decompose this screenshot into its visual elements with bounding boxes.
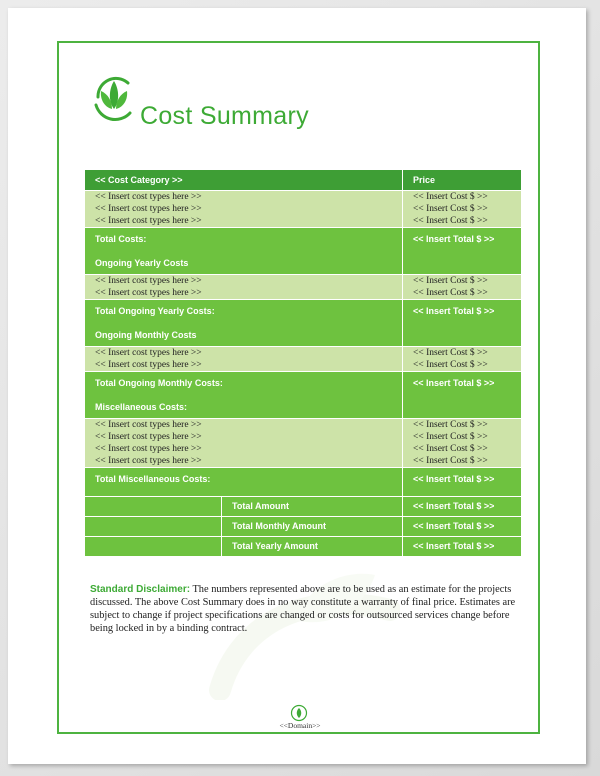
- summary-label: Total Amount: [222, 497, 403, 517]
- item-price: << Insert Cost $ >>: [413, 216, 488, 226]
- item-label: << Insert cost types here >>: [95, 444, 202, 454]
- item-list: [85, 191, 403, 228]
- item-list: [85, 275, 403, 300]
- item-price: << Insert Cost $ >>: [413, 360, 488, 370]
- total-value-cell: [403, 468, 522, 497]
- total-row: [85, 228, 522, 275]
- total-value-cell: [403, 300, 522, 347]
- total-label: Total Ongoing Yearly Costs:: [95, 306, 215, 316]
- total-value-cell: [403, 372, 522, 419]
- summary-row: [85, 497, 522, 517]
- total-label: Total Miscellaneous Costs:: [95, 474, 211, 484]
- items-row: [85, 275, 522, 300]
- summary-label: Total Monthly Amount: [222, 517, 403, 537]
- total-label: Total Ongoing Monthly Costs:: [95, 378, 223, 388]
- total-cell: [85, 372, 403, 419]
- item-label: << Insert cost types here >>: [95, 420, 202, 430]
- disclaimer-lead: Standard Disclaimer:: [90, 584, 191, 595]
- price-list: [403, 419, 522, 468]
- summary-value: << Insert Total $ >>: [403, 517, 522, 537]
- item-price: << Insert Cost $ >>: [413, 420, 488, 430]
- cost-table: [84, 170, 522, 556]
- total-label: Total Costs:: [95, 234, 147, 244]
- items-row: [85, 419, 522, 468]
- col-header-price: Price: [403, 170, 522, 191]
- total-value: << Insert Total $ >>: [413, 474, 495, 484]
- total-value: << Insert Total $ >>: [413, 234, 495, 244]
- summary-row: [85, 537, 522, 557]
- item-price: << Insert Cost $ >>: [413, 288, 488, 298]
- item-list: [85, 347, 403, 372]
- total-cell: [85, 228, 403, 275]
- disclaimer-text: The numbers represented above are to be used as an estimate for the projects discussed. The above Cost Summary does in no way constitute a warranty of final price. Estimates are subject to change if project specifications are changed or costs for outsourced services change before being locked in by a binding contract.: [90, 584, 516, 634]
- item-label: << Insert cost types here >>: [95, 288, 202, 298]
- section-heading: Ongoing Yearly Costs: [95, 258, 189, 268]
- price-list: [403, 275, 522, 300]
- item-price: << Insert Cost $ >>: [413, 348, 488, 358]
- total-row: [85, 372, 522, 419]
- summary-spacer: [85, 517, 222, 537]
- summary-spacer: [85, 497, 222, 517]
- item-label: << Insert cost types here >>: [95, 348, 202, 358]
- footer-domain: <<Domain>>: [279, 721, 321, 730]
- price-list: [403, 347, 522, 372]
- item-label: << Insert cost types here >>: [95, 216, 202, 226]
- section-heading: Miscellaneous Costs:: [95, 402, 188, 412]
- total-cell: [85, 468, 403, 497]
- total-cell: [85, 300, 403, 347]
- summary-value: << Insert Total $ >>: [403, 497, 522, 517]
- item-label: << Insert cost types here >>: [95, 192, 202, 202]
- item-price: << Insert Cost $ >>: [413, 192, 488, 202]
- summary-value: << Insert Total $ >>: [403, 537, 522, 557]
- summary-label: Total Yearly Amount: [222, 537, 403, 557]
- item-price: << Insert Cost $ >>: [413, 444, 488, 454]
- total-row: [85, 300, 522, 347]
- summary-spacer: [85, 537, 222, 557]
- item-price: << Insert Cost $ >>: [413, 456, 488, 466]
- item-price: << Insert Cost $ >>: [413, 432, 488, 442]
- item-label: << Insert cost types here >>: [95, 456, 202, 466]
- section-heading: Ongoing Monthly Costs: [95, 330, 197, 340]
- total-value-cell: [403, 228, 522, 275]
- item-label: << Insert cost types here >>: [95, 360, 202, 370]
- item-price: << Insert Cost $ >>: [413, 276, 488, 286]
- total-value: << Insert Total $ >>: [413, 378, 495, 388]
- item-list: [85, 419, 403, 468]
- item-label: << Insert cost types here >>: [95, 276, 202, 286]
- page-title: Cost Summary: [140, 102, 309, 130]
- leaf-footer-icon: [290, 704, 308, 722]
- item-price: << Insert Cost $ >>: [413, 204, 488, 214]
- leaf-logo-icon: [90, 75, 138, 123]
- col-header-category: << Cost Category >>: [85, 170, 403, 191]
- total-value: << Insert Total $ >>: [413, 306, 495, 316]
- price-list: [403, 191, 522, 228]
- items-row: [85, 347, 522, 372]
- items-row: [85, 191, 522, 228]
- summary-row: [85, 517, 522, 537]
- item-label: << Insert cost types here >>: [95, 204, 202, 214]
- total-row: [85, 468, 522, 497]
- item-label: << Insert cost types here >>: [95, 432, 202, 442]
- disclaimer: [90, 583, 518, 635]
- table-header-row: [85, 170, 522, 191]
